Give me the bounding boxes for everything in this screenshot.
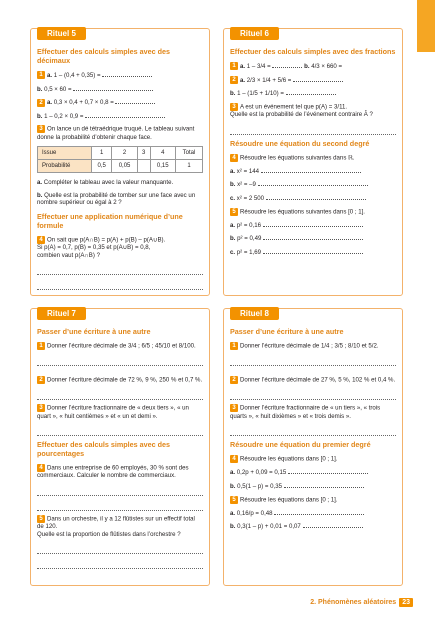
rituel-8-card: Rituel 8 Passer d’une écriture à une autre 1 Donner l’écriture décimale de 1/4 ; 3/5 ; 8/10 et 5/2. 2 Donner l’écriture décimale de 27 %, 5 %, 102 % et 0,4 %. 3 Donner l’écriture fractionnaire de « un tiers », « trois quarts », « huit dixièmes » et « trois demis ». Résoudre une équation du premier degré 4 Résoudre les équations dans [0 ; 1]. a. 0,2p + 0,09 = 0,15 b. 0,5(1 – p) = 0,35 5 Résoudre les équations dans [0 ; 1]. a. 0,16/p = 0,48 b. 0,3(1 – p) + 0,01 = 0,07 bbox=[223, 308, 403, 586]
rituel-5-tab: Rituel 5 bbox=[37, 27, 86, 40]
exercise-2b: 1 – 0,2 × 0,9 = bbox=[44, 112, 84, 120]
rituel-6-tab: Rituel 6 bbox=[230, 27, 279, 40]
rituel-6-card: Rituel 6 Effectuer des calculs simples avec des fractions 1 a. 1 – 3/4 = b. 4/3 × 660 = 2 a. 2/3 × 1/4 + 5/6 = b. 1 – (1/5 + 1/10) = 3 A est un événement tel que p(A) = 3/11. Quelle est la probabilité de l’événement contraire Ā ? Résoudre une équation du second degré 4 Résoudre les équations suivantes dans ℝ. a. x² = 144 b. x² = –9 c. x² = 2 500 5 Résoudre les équations suivantes dans [0 ; 1]. a. p² = 0,16 b. p² = 0,49 c. p² = 1,69 bbox=[223, 28, 403, 296]
corner-tab bbox=[417, 0, 435, 52]
section-title: Effectuer une application numérique d’une formule bbox=[37, 211, 183, 230]
exercise-1a: 1 – (0,4 + 0,35) = bbox=[53, 72, 101, 79]
rituel-7-card: Rituel 7 Passer d’une écriture à une autre 1 Donner l’écriture décimale de 3/4 ; 6/5 ; 45/10 et 8/100. 2 Donner l’écriture décimale de 72 %, 9 %, 250 % et 0,7 %. 3 Donner l’écriture fractionnaire de « deux tiers », « un quart », « huit centièmes » et « un et demi ». Effectuer des calculs simples avec des pourcentages 4 Dans une entreprise de 60 employés, 30 % sont des commerciaux. Calculer le nombre de commerciaux. 5 Dans un orchestre, il y a 12 flûtistes sur un effectif total de 120. Quelle est la proportion de flûtistes dans l’orchestre ? bbox=[30, 308, 210, 586]
exercise-2a: 0,3 × 0,4 + 0,7 × 0,8 = bbox=[53, 99, 114, 107]
page-footer: 2. Phénomènes aléatoires 23 bbox=[310, 598, 413, 607]
exercise-1b: 0,5 × 60 = bbox=[44, 85, 72, 93]
section-title: Effectuer des calculs simples avec des décimaux bbox=[37, 47, 171, 65]
rituel-5-card: Rituel 5 Effectuer des calculs simples avec des décimaux 1 a. 1 – (0,4 + 0,35) = b. 0,5 × 60 = 2 a. 0,3 × 0,4 + 0,7 × 0,8 = b. 1 – 0,2 × 0,9 = 3 On lance un dé tétraédrique truqué. Le tableau suivant donne la probabilité d’obtenir chaque face. Issue 1 2 3 4 Total Probabilité 0,5 0,05 0,15 1 a. Compléter le tableau avec la valeur manquante. b. Quelle est la probabilité de tomber sur une face avec un nombre supérieur ou égal à 2 ? Effectuer une application numérique d’une formule 4 On sait que p(A∩B) = p(A) + p(B) – p(A∪B). Si p(A) = 0,7, p(B) = 0,35 et p(A∪B) = 0,8, combien vaut p(A∩B) ? bbox=[30, 28, 210, 296]
exercise-3: On lance un dé tétraédrique truqué. Le tableau suivant donne la probabilité d’obtenir chaque face. bbox=[37, 125, 195, 141]
page-number: 23 bbox=[399, 598, 413, 607]
probability-table: Issue 1 2 3 4 Total Probabilité 0,5 0,05 0,15 1 bbox=[37, 146, 203, 173]
